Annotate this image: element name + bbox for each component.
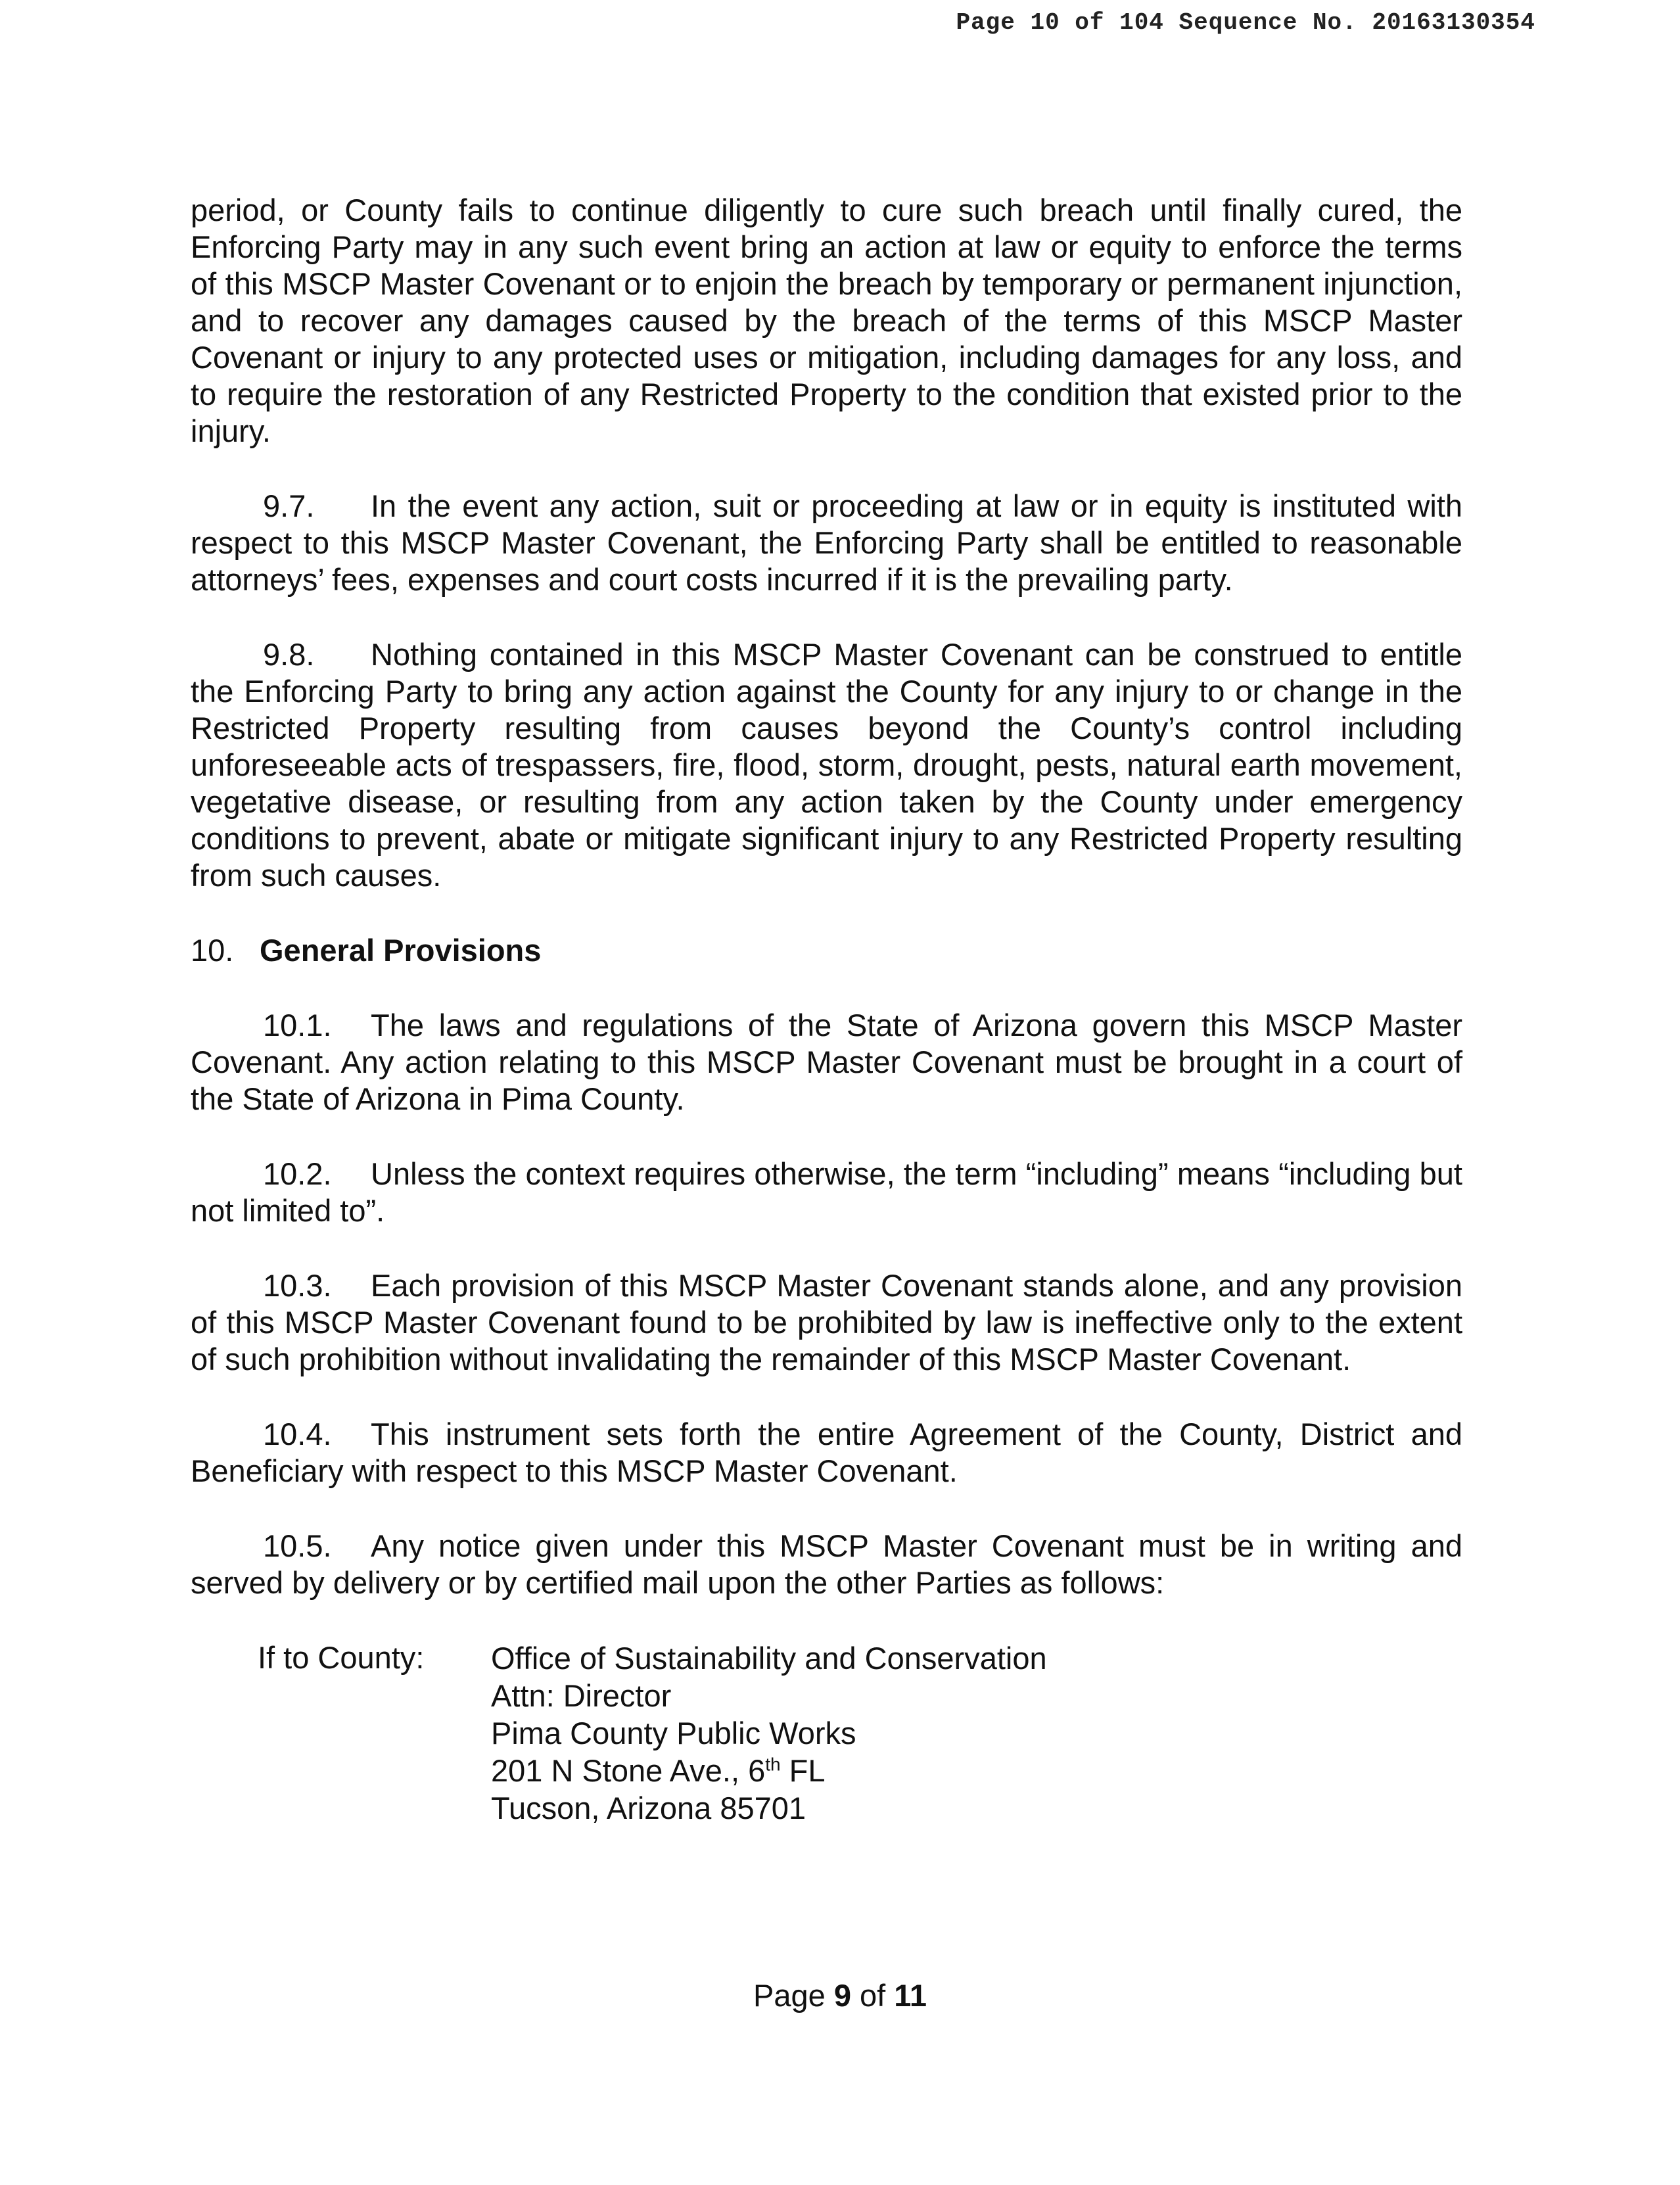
section-title: General Provisions	[260, 933, 542, 968]
paragraph-9-8	[191, 636, 1462, 894]
paragraph-10-5	[191, 1528, 1462, 1601]
address-city: Tucson, Arizona 85701	[491, 1791, 806, 1825]
paragraph-number: 10.3.	[263, 1268, 332, 1303]
paragraph-text: This instrument sets forth the entire Agreement of the County, District and Beneficiary with respect to this MSCP Master Covenant.	[191, 1417, 1462, 1488]
paragraph-text: Any notice given under this MSCP Master Covenant must be in writing and served by delivery or by certified mail upon the other Parties as follows:	[191, 1528, 1462, 1600]
paragraph-10-3	[191, 1267, 1462, 1378]
section-heading-10	[191, 932, 1462, 969]
paragraph-continued: period, or County fails to continue diligently to cure such breach until finally cured, the Enforcing Party may in any such event bring an action at law or equity to enforce the terms of this MSCP Master Covenant or to enjoin the breach by temporary or permanent injunction, and to recover any damages caused by the breach of the terms of this MSCP Master Covenant or injury to any protected uses or mitigation, including damages for any loss, and to require the restoration of any Restricted Property to the condition that existed prior to the injury.	[191, 193, 1462, 448]
page-footer	[0, 1977, 1680, 2013]
street-main: 201 N Stone Ave., 6	[491, 1753, 766, 1788]
address-department: Pima County Public Works	[491, 1716, 856, 1750]
footer-of-word: of	[851, 1978, 895, 2013]
paragraph-number: 9.7.	[263, 488, 315, 523]
notice-label: If to County:	[258, 1640, 425, 1675]
paragraph-9-7	[191, 488, 1462, 598]
address-street	[491, 1752, 1047, 1789]
paragraph-10-4	[191, 1416, 1462, 1490]
street-ordinal-suffix: th	[765, 1754, 781, 1775]
notice-address-lines	[491, 1639, 1047, 1827]
paragraph-text: Unless the context requires otherwise, the term “including” means “including but not limited to”.	[191, 1156, 1462, 1228]
footer-page-total: 11	[894, 1978, 927, 2013]
paragraph-text: In the event any action, suit or proceeding at law or in equity is instituted with respect to this MSCP Master Covenant, the Enforcing Party shall be entitled to reasonable attorneys’ fees, expenses and court costs incurred if it is the prevailing party.	[191, 488, 1462, 597]
document-body	[191, 192, 1462, 1827]
paragraph-number: 10.1.	[263, 1008, 332, 1043]
footer-page-word: Page	[753, 1978, 834, 2013]
paragraph-number: 10.5.	[263, 1528, 332, 1563]
street-floor: FL	[780, 1753, 826, 1788]
paragraph-text: Each provision of this MSCP Master Covenant stands alone, and any provision of this MSCP Master Covenant found to be prohibited by law is ineffective only to the extent of such prohibition without invalidating the remainder of this MSCP Master Covenant.	[191, 1268, 1462, 1376]
address-office: Office of Sustainability and Conservation	[491, 1641, 1047, 1676]
footer-page-number: 9	[833, 1978, 851, 2013]
paragraph-text: Nothing contained in this MSCP Master Covenant can be construed to entitle the Enforcing Party to bring any action against the County for any injury to or change in the Restricted Property resulting from causes beyond the County’s control including unforeseeable acts of trespassers, fire, flood, storm, drought, pests, natural earth movement, vegetative disease, or resulting from any action taken by the County under emergency conditions to prevent, abate or mitigate significant injury to any Restricted Property resulting from such causes.	[191, 637, 1462, 893]
paragraph-10-1	[191, 1007, 1462, 1117]
paragraph-number: 10.2.	[263, 1156, 332, 1191]
section-number: 10.	[191, 933, 234, 968]
notice-address-block	[191, 1639, 1462, 1827]
paragraph-10-2	[191, 1156, 1462, 1229]
paragraph-number: 9.8.	[263, 637, 315, 672]
sequence-stamp: Page 10 of 104 Sequence No. 20163130354	[956, 9, 1535, 36]
paragraph-text: The laws and regulations of the State of Arizona govern this MSCP Master Covenant. Any action relating to this MSCP Master Covenant must be brought in a court of the State of Arizona in Pima County.	[191, 1008, 1462, 1116]
paragraph-number: 10.4.	[263, 1417, 332, 1451]
address-attn: Attn: Director	[491, 1678, 672, 1713]
